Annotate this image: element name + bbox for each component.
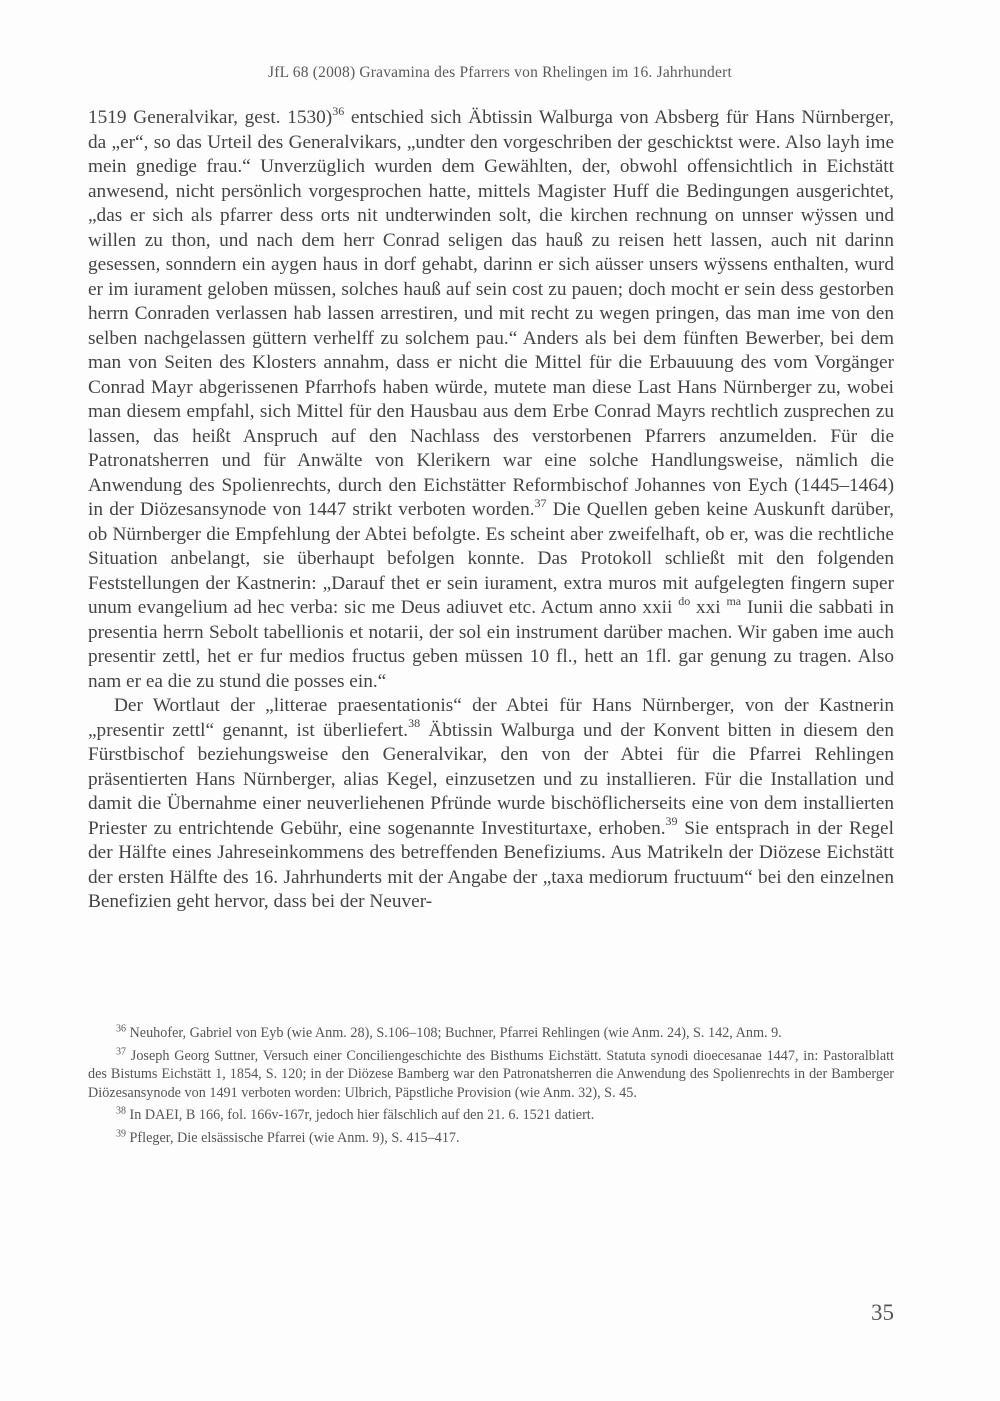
text-run: Iunii die sabbati in presentia herrn Sebolt tabellionis et notarii, der sol ein instrument darüber machen. Wir gaben ime auch presentir zettl, het er fur medios fructus geben müssen 10 fl., hett an 1fl. gar genung zu tragen. Also nam er ea die zu stund die posses ein.“ — [88, 597, 894, 692]
footnote-text: Pfleger, Die elsässische Pfarrei (wie Anm. 9), S. 415–417. — [126, 1129, 460, 1146]
running-head: JfL 68 (2008) Gravamina des Pfarrers von Rhelingen im 16. Jahrhundert — [268, 64, 732, 81]
footnote-text: Neuhofer, Gabriel von Eyb (wie Anm. 28), S.106–108; Buchner, Pfarrei Rehlingen (wie Anm. 24), S. 142, Anm. 9. — [126, 1025, 782, 1041]
text-run: Der Wortlaut der „litterae praesentationis“ der Abtei für Hans Nürnberger, von der Kastnerin „presentir zettl“ genannt, ist überliefert. — [88, 695, 894, 741]
text-run: xxi — [690, 597, 727, 618]
footnote-ref-36: 36 — [332, 103, 345, 118]
text-run: Die Quellen geben keine Auskunft darüber, ob Nürnberger die Empfehlung der Abtei befolgte. Es scheint aber zweifelhaft, ob er, was die rechtliche Situation anbelangt, sie überhaupt befolgen konnte. Das Protokoll schließt mit den folgenden Feststellungen der Kastnerin: „Darauf thet er sein iurament, extra muros mit aufgelegten fingern super unum evangelium ad hec verba: sic me Deus adiuvet etc. Actum anno xxii — [88, 499, 894, 618]
paragraph-2 — [88, 694, 894, 915]
footnote-number: 39 — [116, 1127, 126, 1139]
footnote-number: 37 — [116, 1045, 126, 1057]
text-run: entschied sich Äbtissin Walburga von Absberg für Hans Nürnberger, da „er“, so das Urteil des Generalvikars, „undter den vorgeschriben der geschicktst were. Also layh ime mein gnedige frau.“ Unverzüglich wurden dem Gewählten, der, obwohl offensichtlich in Eichstätt anwesend, nicht persönlich vorgesprochen hatte, mittels Magister Huff die Bedingungen ausgerichtet, „das er sich als pfarrer dess orts nit undterwinden solt, die kirchen rechnung on unnser wÿssen und willen zu thon, und nach dem herr Conrad seligen das hauß zu reisen hett lassen, auch nit darinn gesessen, sonndern ein aygen haus in dorf gehabt, darinn er sich aüsser unsers wÿssens enthalten, wurd er im iurament geloben müssen, solches hauß auf sein cost zu pauen; doch mocht er sein dess gestorben herrn Conraden verlassen hab lassen arrestiren, und mit recht zu wegen pringen, das man ime von den selben nachgelassen güttern verhelff zu solchem pau.“ Anders als bei dem fünften Bewerber, bei dem man von Seiten des Klosters annahm, dass er nicht die Mittel für die Erbauuung des vom Vorgänger Conrad Mayr abgerissenen Pfarrhofs haben würde, mutete man diese Last Hans Nürnberger zu, wobei man diesem empfahl, sich Mittel für den Hausbau aus dem Erbe Conrad Mayrs rechtlich zusprechen zu lassen, das heißt Anspruch auf den Nachlass des verstorbenen Pfarrers anzumelden. Für die Patronatsherren und für Anwälte von Klerikern war eine solche Handlungsweise, nämlich die Anwendung des Spolienrechts, durch den Eichstätter Reformbischof Johannes von Eych (1445–1464) in der Diözesansynode von 1447 strikt verboten worden. — [88, 107, 894, 520]
footnote-ref-38: 38 — [408, 716, 421, 731]
main-text — [88, 103, 894, 915]
footnote-ref-37: 37 — [534, 495, 547, 510]
footnote-text: Joseph Georg Suttner, Versuch einer Conciliengeschichte des Bisthums Eichstätt. Statuta synodi dioecesanae 1447, in: Pastoralblatt des Bistums Eichstätt 1, 1854, S. 120; in der Diözese Bamberg war den Patronatsherren die Anwendung des Spolienrechts in der Bamberger Diözesansynode von 1491 verboten worden: Ulbrich, Päpstliche Provision (wie Anm. 32), S. 45. — [88, 1047, 894, 1101]
footnote-39 — [88, 1129, 894, 1148]
footnote-ref-39: 39 — [665, 814, 678, 829]
footnote-38 — [88, 1106, 894, 1125]
text-run: Sie entsprach in der Regel der Hälfte eines Jahreseinkommens des betreffenden Benefiziums. Aus Matrikeln der Diözese Eichstätt der ersten Hälfte des 16. Jahrhunderts mit der Angabe der „taxa mediorum fructuum“ bei den einzelnen Benefizien geht hervor, dass bei der Neuver- — [88, 817, 894, 912]
superscript-ma: ma — [726, 593, 742, 608]
text-run: 1519 Generalvikar, gest. 1530) — [88, 107, 333, 128]
text-run: Äbtissin Walburga und der Konvent bitten in diesem den Fürstbischof beziehungsweise den Generalvikar, den von der Abtei für die Pfarrei Rehlingen präsentierten Hans Nürnberger, alias Kegel, einzusetzen und zu installieren. Für die Installation und damit die Übernahme einer neuverliehenen Pfründe wurde bischöflicherseits eine von dem installierten Priester zu entrichtende Gebühr, eine sogenannte Investiturtaxe, erhoben. — [88, 719, 894, 839]
footnote-number: 36 — [116, 1023, 126, 1035]
paragraph-1 — [88, 103, 894, 694]
footnote-text: In DAEI, B 166, fol. 166v-167r, jedoch hier fälschlich auf den 21. 6. 1521 datiert. — [126, 1107, 595, 1123]
page-number: 35 — [871, 1300, 894, 1325]
footnote-37 — [88, 1047, 894, 1103]
footnotes — [88, 1024, 894, 1151]
superscript-do: do — [678, 593, 691, 608]
footnote-36 — [88, 1024, 894, 1043]
footnote-number: 38 — [116, 1105, 126, 1117]
